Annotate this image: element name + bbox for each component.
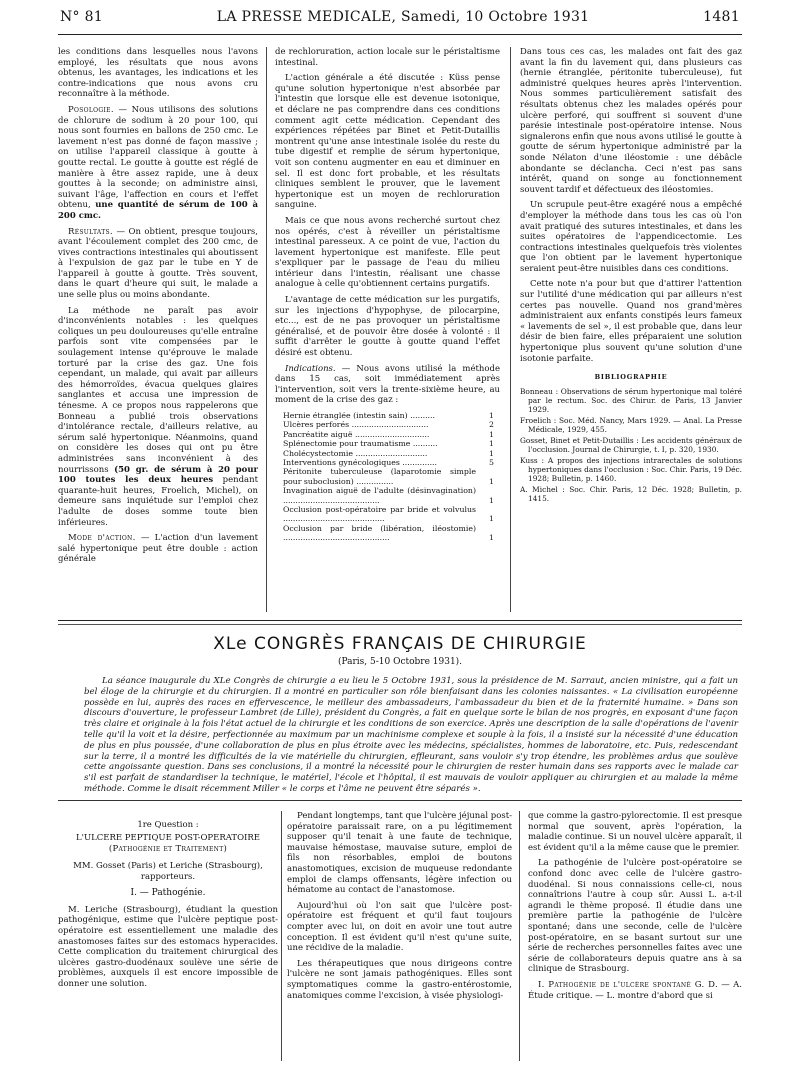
- paragraph: Mais ce que nous avons recherché surtout chez nos opérés, c'est à réveiller un péristaltisme intestinal paresseux. A ce point de vue, l'action du lavement hypertonique est manifeste. Elle peut s'expliquer par le passage de l'eau du milieu intérieur dans l'intestin, réalisant une chasse analogue à celle qu'obtiennent certains purgatifs.: [275, 215, 500, 290]
- table-row: Splénectomie pour traumatisme .......... 1: [283, 439, 494, 449]
- table-row: Occlusion post-opératoire par bride et volvulus ......................................... 1: [283, 505, 494, 524]
- lower-column-2: [287, 811, 512, 1006]
- paragraph: M. Leriche (Strasbourg), étudiant la question pathogénique, estime que l'ulcère peptique post-opératoire est essentiellement une maladie des anastomoses faites sur des estomacs hyperacides. Cette complication du traitement chirurgical des ulcères gastro-duodénaux soulève une série de problèmes, auxquels il est encore impossible de donner une solution.: [58, 904, 278, 989]
- paragraph: Les thérapeutiques que nous dirigeons contre l'ulcère ne sont jamais pathogéniques. Elles sont symptomatiques comme la gastro-entérostomie, anatomiques comme l'excision, à visée physiologi-: [287, 958, 512, 1001]
- congress-title: XLe CONGRÈS FRANÇAIS DE CHIRURGIE: [213, 634, 587, 654]
- paragraph: Aujourd'hui où l'on sait que l'ulcère post-opératoire est fréquent et qu'il faut toujours compter avec lui, on doit en avoir une tout autre conception. Il est évident qu'il n'est qu'une suite, une récidive de la maladie.: [287, 900, 512, 954]
- table-row: Péritonite tuberculeuse (laparotomie simple pour suboclusion) ............... 1: [283, 467, 494, 486]
- cases-table: [283, 411, 494, 543]
- column-divider: [519, 811, 520, 1061]
- table-row: Occlusion par bride (libération, iléostomie) ........................................... 1: [283, 523, 494, 543]
- paragraph: Pendant longtemps, tant que l'ulcère jéjunal post-opératoire paraissait rare, on a pu légitimement supposer qu'il tenait à une faute de technique, mauvaise hémostase, mauvaise suture, emploi de fils non résorbables, emploi de boutons anastomotiques, excision de muqueuse redondante emploi de clamps offensants, légère infection ou hématome au contact de l'anastomose.: [287, 811, 512, 896]
- column-3: [520, 47, 742, 505]
- section-rule: [58, 800, 742, 802]
- bibliography-entry: Gosset, Binet et Petit-Dutaillis : Les accidents généraux de l'occlusion. Journal de Chirurgie, t. I, p. 320, 1930.: [520, 435, 742, 454]
- section-heading: I. — Pathogénie.: [130, 888, 206, 899]
- page-number: 1481: [703, 9, 740, 25]
- question-number: 1re Question :: [137, 820, 199, 830]
- column-divider: [281, 811, 282, 1061]
- congress-intro: La séance inaugurale du XLe Congrès de chirurgie a eu lieu le 5 Octobre 1931, sous la présidence de M. Sarraut, ancien ministre, qui a fait un bel éloge de la chirurgie et du chirurgien. Il a montré en particulier son rôle bienfaisant dans les colonies naissantes. « La civilisation européenne possède en lui, auprès des races en effervescence, le meilleur des ambassadeurs, l'ambassadeur du bien et de la fraternité humaine. » Dans son discours d'ouverture, le professeur Lambret (de Lille), président du Congrès, a fait en quelque sorte le bilan de nos progrès, en exposant d'une façon très claire et originale à la fois l'état actuel de la chirurgie et les conditions de son exercice. Après une description de la salle d'opérations de l'avenir telle qu'il la voit et la désire, perfectionnée au maximum par un machinisme complexe et souple à la fois, il a insisté sur la nécessité d'une éducation de plus en plus poussée, d'une collaboration de plus en plus étroite avec les médecins, spécialistes, hommes de laboratoire, etc. Puis, redescendant sur la terre, il a montré les difficultés de la vie matérielle du chirurgien, effleurant, sans vouloir s'y trop étendre, les problèmes ardus que soulève cette angoissante question. Dans ses conclusions, il a montré la nécessité pour le chirurgien de rester humain dans ses rapports avec le malade car s'il est parfait de standardiser la technique, le matériel, l'école et l'hôpital, il est mauvais de vouloir appliquer au chirurgien et au malade la même méthode. Comme le disait récemment Miller « le corps et l'âme ne peuvent être séparés ».: [84, 676, 738, 794]
- table-row: Invagination aiguë de l'adulte (désinvagination) ....................................... 1: [283, 486, 494, 505]
- congress-subtitle: (Paris, 5-10 Octobre 1931).: [337, 657, 463, 667]
- table-row: Hernie étranglée (intestin sain) .......... 1: [283, 411, 494, 420]
- paragraph-indications: Indications. — Nous avons utilisé la méthode dans 15 cas, soit immédiatement après l'intervention, soit vers la trente-sixième heure, au moment de la crise des gaz :: [275, 363, 500, 406]
- table-row: Ulcères perforés ............................... 2: [283, 420, 494, 430]
- section-rule: [58, 620, 742, 625]
- column-divider: [266, 47, 267, 612]
- bibliography-entry: A. Michel : Soc. Chir. Paris, 12 Déc. 1928; Bulletin, p. 1415.: [520, 484, 742, 503]
- section-label: Posologie.: [68, 104, 114, 115]
- paragraph: Un scrupule peut-être exagéré nous a empêché d'employer la méthode dans tous les cas où l'on avait pratiqué des sutures intestinales, et dans les suites opératoires de l'appendicectomie. Les contractions intestinales quelquefois très violentes que l'on obtient par le lavement hypertonique seraient peut-être nuisibles dans ces conditions.: [520, 200, 742, 274]
- bibliography-title: BIBLIOGRAPHIE: [594, 373, 668, 382]
- bibliography-entry: Bonneau : Observations de sérum hypertonique mal toléré par le rectum. Soc. des Chirur. de Paris, 13 Janvier 1929.: [520, 386, 742, 414]
- column-2: [275, 47, 500, 543]
- paragraph: Cette note n'a pour but que d'attirer l'attention sur l'utilité d'une médication qui par ailleurs n'est certes pas nouvelle. Quand nos grand'mères administraient aux enfants constipés leurs fameux « lavements de sel », il est probable que, dans leur désir de bien faire, elles préparaient une solution hypertonique plus souvent qu'une solution d'une isotonie parfaite.: [520, 279, 742, 364]
- paragraph: La pathogénie de l'ulcère post-opératoire se confond donc avec celle de l'ulcère gastro-duodénal. Si nous connaissions celle-ci, nous connaîtrions l'autre à coup sûr. Aussi L. a-t-il agrandi le thème proposé. Il étudie dans une première partie la pathogénie de l'ulcère spontané; dans une seconde, celle de l'ulcère post-opératoire, en se basant surtout sur une série de recherches personnelles faites avec une série de collaborateurs depuis quatre ans à sa clinique de Strasbourg.: [528, 858, 742, 975]
- table-row: Interventions gynécologiques .............. 5: [283, 458, 494, 468]
- bibliography-entry: Froelich : Soc. Méd. Nancy, Mars 1929. — Anal. La Presse Médicale, 1929, 455.: [520, 415, 742, 434]
- paragraph-posologie: Posologie. — Nous utilisons des solutions de chlorure de sodium à 20 pour 100, qui nous sont fournies en ballons de 250 cmc. Le lavement n'est pas donné de façon massive ; on utilise l'appareil classique à goutte à goutte rectal. Le goutte à goutte est réglé de manière à être assez rapide, une à deux gouttes à la seconde; on administre ainsi, suivant l'âge, l'affection en cours et l'effet obtenu, une quantité de sérum de 100 à 200 cmc.: [58, 104, 258, 221]
- section-label: I. Pathogénie de l'ulcère spontané G. D.: [538, 979, 718, 990]
- header-rule: [58, 34, 742, 35]
- paragraph-mode-action: Mode d'action. — L'action d'un lavement salé hypertonique peut être double : action générale: [58, 533, 258, 565]
- paragraph: que comme la gastro-pylorectomie. Il est presque normal que souvent, après l'opération, la maladie continue. Si un nouvel ulcère apparaît, il est évident qu'il a la même cause que le premier.: [528, 811, 743, 853]
- section-label: Mode d'action.: [68, 533, 136, 544]
- paragraph-resultats: Résultats. — On obtient, presque toujours, avant l'écoulement complet des 200 cmc, de vives contractions intestinales qui aboutissent à l'expulsion de gaz par le tube en Y de l'appareil à goutte à goutte. Très souvent, dans le quart d'heure qui suit, le malade a une selle plus ou moins abondante.: [58, 226, 258, 301]
- table-row: Cholécystectomie ............................. 1: [283, 448, 494, 458]
- rapporteurs: MM. Gosset (Paris) et Leriche (Strasbourg), rapporteurs.: [73, 861, 263, 882]
- journal-title: LA PRESSE MEDICALE, Samedi, 10 Octobre 1931: [216, 9, 590, 25]
- lower-column-3: [528, 811, 742, 1006]
- paragraph: La méthode ne paraît pas avoir d'inconvénients notables : les quelques coliques un peu douloureuses qu'elle entraîne parfois sont vite compensées par le soulagement intense qu'éprouve le malade torturé par la crise des gaz. Une fois cependant, un malade, qui avait par ailleurs des hémorroïdes, évacua quelques glaires sanglantes et accusa une impression de ténesme. A ce propos nous rappelerons que Bonneau a publié trois observations d'intolérance rectale, d'ailleurs relative, au sérum salé hypertonique. Néanmoins, quand on considère les doses qui ont pu être administrées sans inconvénient à des nourrissons (50 gr. de sérum à 20 pour 100 toutes les deux heures pendant quarante-huit heures, Froelich, Michel), on demeure sans inquiétude sur l'emploi chez l'adulte de doses somme toute bien inférieures.: [58, 305, 259, 528]
- question-title: L'ULCERE PEPTIQUE POST-OPERATOIRE: [75, 833, 261, 843]
- paragraph: I. Pathogénie de l'ulcère spontané G. D. — A. Étude critique. — L. montre d'abord que si: [528, 979, 742, 1001]
- column-1: [58, 47, 258, 570]
- lower-column-1: [58, 820, 278, 995]
- paragraph: de rechloruration, action locale sur le péristaltisme intestinal.: [275, 47, 500, 68]
- column-divider: [510, 47, 511, 612]
- question-subtitle: (Pathogénie et Traitement): [108, 844, 228, 854]
- section-label: Indications.: [285, 363, 336, 374]
- paragraph: L'avantage de cette médication sur les purgatifs, sur les injections d'hypophyse, de pilocarpine, etc..., est de ne pas provoquer un péristaltisme généralisé, et de pouvoir être dosée à volonté : il suffit d'arrêter le goutte à goutte quand l'effet désiré est obtenu.: [275, 295, 500, 359]
- issue-number: N° 81: [60, 9, 104, 25]
- paragraph: les conditions dans lesquelles nous l'avons employé, les résultats que nous avons obtenus, les avantages, les indications et les contre-indications que nous avons cru reconnaître à la méthode.: [58, 47, 258, 100]
- page-header: [60, 4, 740, 30]
- bibliography-entry: Kuss : A propos des injections intrarectales de solutions hypertoniques dans l'occlusion : Soc. Chir. Paris, 19 Déc. 1928; Bulletin, p. 1460.: [520, 455, 742, 483]
- paragraph: L'action générale a été discutée : Küss pense qu'une solution hypertonique n'est absorbée par l'intestin que lorsque elle est devenue isotonique, et déclare ne pas comprendre dans ces conditions comment agit cette médication. Cependant des expériences répétées par Binet et Petit-Dutaillis montrent qu'une anse intestinale isolée du reste du tube digestif et remplie de sérum hypertonique, voit son contenu augmenter en eau et diminuer en sel. Il est donc fort probable, et les résultats cliniques semblent le prouver, que le lavement hypertonique est un moyen de rechloruration sanguine.: [275, 73, 500, 211]
- paragraph: Dans tous ces cas, les malades ont fait des gaz avant la fin du lavement qui, dans plusieurs cas (hernie étranglée, péritonite tuberculeuse), fut administré quelques heures après l'intervention. Nous sommes particulièrement satisfait des résultats obtenus chez les malades opérés pour ulcère perforé, qui souffrent si souvent d'une parésie intestinale post-opératoire intense. Nous signalerons enfin que nous avons utilisé le goutte à goutte de sérum hypertonique administré par la sonde Nélaton d'une iléostomie : une débâcle abondante se déclancha. Ceci n'est pas sans intérêt, quand on songe au fonctionnement souvent tardif et défectueux des iléostomies.: [520, 47, 742, 195]
- table-row: Pancréatite aiguë .............................. 1: [283, 429, 494, 439]
- section-label: Résultats.: [68, 226, 113, 237]
